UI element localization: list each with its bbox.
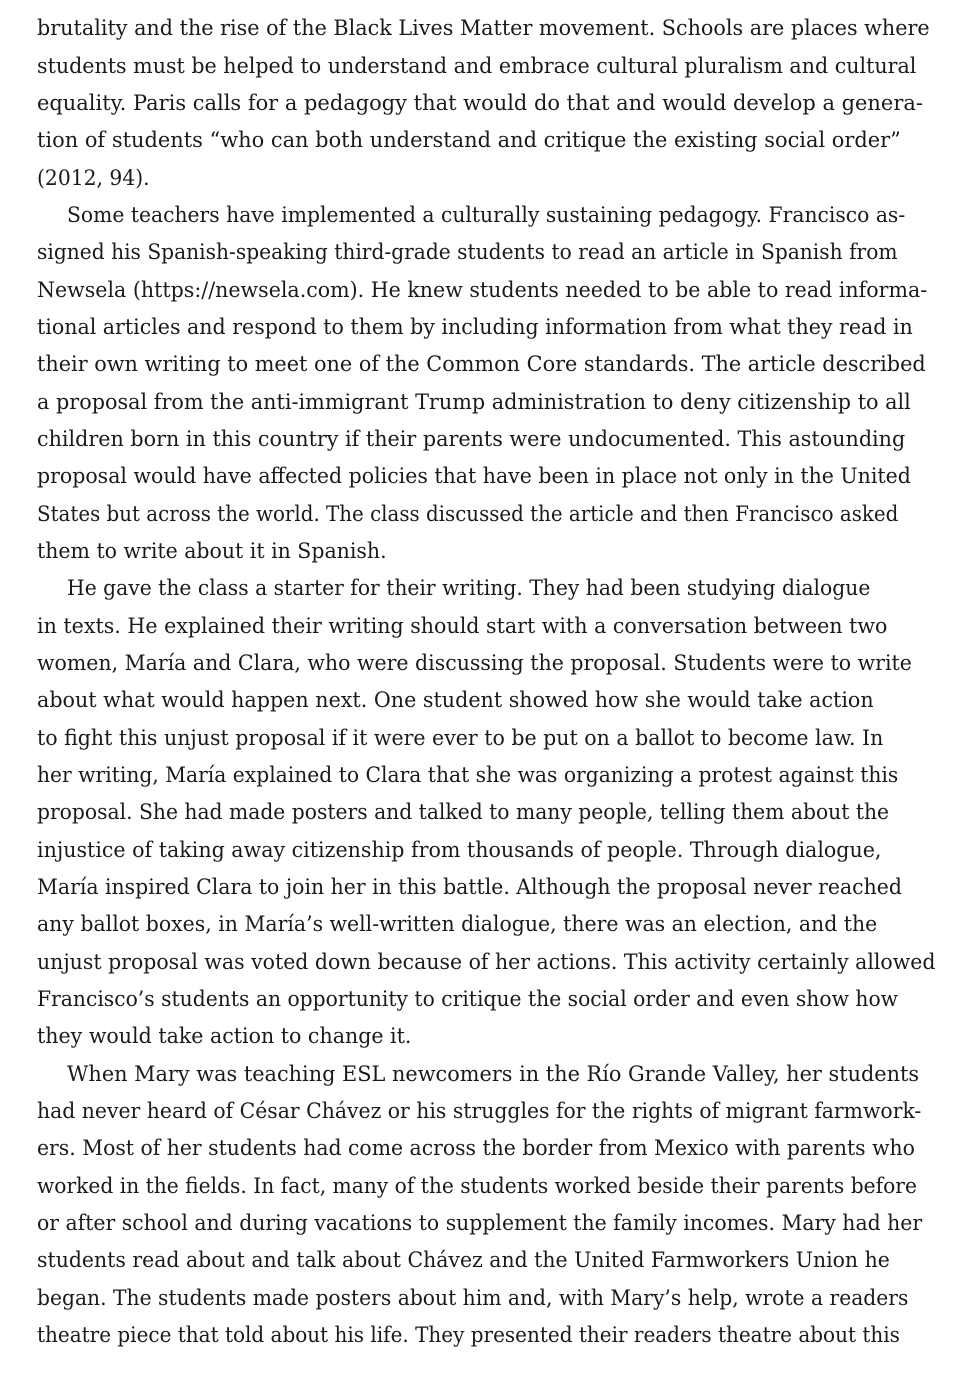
- text-line: When Mary was teaching ESL newcomers in the Río Grande Valley, her students: [67, 1062, 920, 1086]
- text-line: their own writing to meet one of the Common Core standards. The article described: [37, 352, 926, 376]
- text-line: María inspired Clara to join her in this battle. Although the proposal never reached: [37, 875, 902, 899]
- text-line: States but across the world. The class discussed the article and then Francisco asked: [37, 502, 899, 526]
- text-line: any ballot boxes, in María’s well-written dialogue, there was an election, and the: [37, 912, 878, 936]
- text-line: (2012, 94).: [37, 166, 150, 190]
- text-line: they would take action to change it.: [37, 1024, 412, 1048]
- text-line: brutality and the rise of the Black Lives Matter movement. Schools are places where: [37, 16, 930, 40]
- text-line: them to write about it in Spanish.: [37, 539, 387, 563]
- text-line: in texts. He explained their writing should start with a conversation between two: [37, 614, 888, 638]
- text-line: had never heard of César Chávez or his struggles for the rights of migrant farmwork-: [37, 1099, 922, 1123]
- text-line: Newsela (https://newsela.com). He knew students needed to be able to read informa-: [37, 278, 928, 302]
- text-line: proposal would have affected policies that have been in place not only in the United: [37, 464, 911, 488]
- text-line: unjust proposal was voted down because of her actions. This activity certainly allowed: [37, 950, 936, 974]
- text-line: proposal. She had made posters and talked to many people, telling them about the: [37, 800, 890, 824]
- text-line: tional articles and respond to them by including information from what they read in: [37, 315, 913, 339]
- text-line: her writing, María explained to Clara that she was organizing a protest against this: [37, 763, 899, 787]
- text-line: to fight this unjust proposal if it were ever to be put on a ballot to become law. In: [37, 726, 884, 750]
- text-line: signed his Spanish-speaking third-grade students to read an article in Spanish from: [37, 240, 898, 264]
- text-line: worked in the fields. In fact, many of the students worked beside their parents before: [37, 1174, 917, 1198]
- text-line: began. The students made posters about him and, with Mary’s help, wrote a readers: [37, 1286, 909, 1310]
- text-line: or after school and during vacations to supplement the family incomes. Mary had her: [37, 1211, 923, 1235]
- text-line: He gave the class a starter for their writing. They had been studying dialogue: [67, 576, 871, 600]
- text-line: a proposal from the anti-immigrant Trump administration to deny citizenship to all: [37, 390, 911, 414]
- text-line: about what would happen next. One student showed how she would take action: [37, 688, 874, 712]
- text-line: injustice of taking away citizenship from thousands of people. Through dialogue,: [37, 838, 882, 862]
- text-line: Francisco’s students an opportunity to critique the social order and even show how: [37, 987, 899, 1011]
- text-line: students must be helped to understand and embrace cultural pluralism and cultural: [37, 54, 917, 78]
- text-line: equality. Paris calls for a pedagogy that would do that and would develop a genera-: [37, 91, 923, 115]
- text-line: Some teachers have implemented a culturally sustaining pedagogy. Francisco as-: [67, 203, 906, 227]
- text-line: women, María and Clara, who were discussing the proposal. Students were to write: [37, 651, 912, 675]
- text-line: theatre piece that told about his life. They presented their readers theatre about this: [37, 1323, 900, 1347]
- text-line: ers. Most of her students had come across the border from Mexico with parents who: [37, 1136, 915, 1160]
- text-line: students read about and talk about Chávez and the United Farmworkers Union he: [37, 1248, 890, 1272]
- text-line: children born in this country if their parents were undocumented. This astounding: [37, 427, 906, 451]
- text-line: tion of students “who can both understand and critique the existing social order”: [37, 128, 901, 152]
